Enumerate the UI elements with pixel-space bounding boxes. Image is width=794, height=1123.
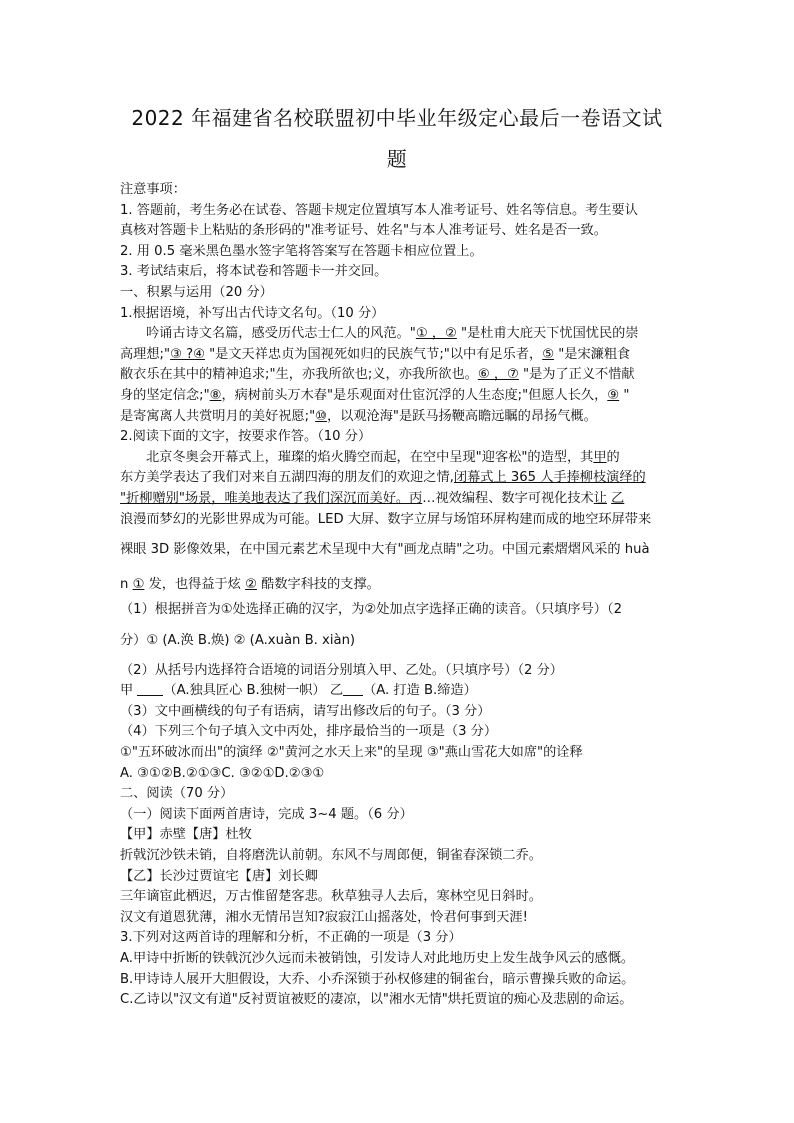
question-3-option-a: A.甲诗中折断的铁戟沉沙久远而未被销蚀，引发诗人对此地历史上发生战争风云的感慨。	[120, 951, 635, 966]
poem-1-text: 折戟沉沙铁未销，自将磨洗认前朝。东风不与周郎便，铜雀春深锁二乔。	[120, 848, 542, 864]
page-title-continued: 题	[386, 147, 408, 171]
passage-line: 北京冬奥会开幕式上，璀璨的焰火腾空而起，在空中呈现"迎客松"的造型，其甲的	[146, 449, 620, 465]
question-3-option-b: B.甲诗诗人展开大胆假设，大乔、小乔深锁于孙权修建的铜雀台，暗示曹操兵败的命运。	[120, 971, 635, 987]
poem-2-text: 汉文有道恩犹薄，湘水无情吊岂知?寂寂江山摇落处，怜君何事到天涯!	[120, 909, 528, 925]
sub-question-2-options: 甲 （A.独具匠心 B.独树一帜） 乙 （A. 打造 B.缔造）	[120, 683, 477, 699]
note-item-1: 1. 答题前，考生务必在试卷、答题卡规定位置填写本人准考证号、姓名等信息。考生要认	[120, 202, 638, 218]
sub-question-4: （4）下列三个句子填入文中丙处，排序最恰当的一项是（3 分）	[120, 724, 498, 740]
passage-line: 东方美学表达了我们对来自五湖四海的朋友们的欢迎之情,闭幕式上 365 人手捧柳枝演绎的	[120, 470, 646, 486]
passage-line: 裸眼 3D 影像效果，在中国元素艺术呈现中大有"画龙点睛"之功。中国元素熠熠风采的 huà	[120, 542, 650, 558]
page-title: 2022 年福建省名校联盟初中毕业年级定心最后一卷语文试	[131, 106, 663, 130]
reading-part-1: （一）阅读下面两首唐诗，完成 3~4 题。（6 分）	[120, 806, 413, 822]
notes-heading: 注意事项：	[120, 182, 186, 197]
passage-line: "折柳赠别"场景，唯美地表达了我们深沉而美好。丙…视效编程、数字可视化技术让 乙	[120, 490, 625, 506]
question-3-option-c: C.乙诗以"汉文有道"反衬贾谊被贬的凄凉，以"湘水无情"烘托贾谊的痴心及悲剧的命运。	[120, 992, 633, 1008]
exam-content	[120, 180, 680, 1011]
question-1-line: 是寄寓离人共赏明月的美好祝愿;"⑩，以观沧海"是跃马扬鞭高瞻远瞩的昂扬气概。	[120, 408, 597, 424]
answer-blank	[137, 681, 163, 696]
note-item-3: 3. 考试结束后，将本试卷和答题卡一并交回。	[120, 264, 388, 280]
passage-line: n ① 发，也得益于炫 ② 酷数字科技的支撑。	[120, 577, 380, 593]
question-1-line: 敝衣乐在其中的精神追求;"生，亦我所欲也;义，亦我所欲也。⑥ ，⑦ "是为了正义不惜献	[120, 367, 635, 383]
question-1-line: 高理想;"③ ?④ "是文天祥忠贞为国视死如归的民族气节;"以中有足乐者，⑤ "是宋濂粗食	[120, 346, 631, 362]
question-1-heading: 1.根据语境，补写出古代诗文名句。（10 分）	[120, 305, 385, 321]
sub-question-1-options: 分）① (A.涣 B.焕) ② (A.xuàn B. xiàn)	[120, 632, 356, 648]
question-1-line: 身的坚定信念;"⑧，病树前头万木春"是乐观面对仕宦沉浮的人生态度;"但愿人长久，⑨ "	[120, 387, 630, 403]
question-1-line: 吟诵古诗文名篇，感受历代志士仁人的风范。"① ，② "是杜甫大庇天下忧国忧民的崇	[146, 326, 639, 342]
sub-question-4-sentences: ①"五环破冰而出"的演绎 ②"黄河之水天上来"的呈现 ③"燕山雪花大如席"的诠释	[120, 745, 583, 761]
note-item-1-cont: 真核对答题卡上粘贴的条形码的"准考证号、姓名"与本人准考证号、姓名是否一致。	[120, 223, 607, 239]
sub-question-2: （2）从括号内选择符合语境的词语分别填入甲、乙处。（只填序号）（2 分）	[120, 662, 563, 678]
sub-question-3: （3）文中画横线的句子有语病，请写出修改后的句子。（3 分）	[120, 703, 491, 719]
poem-2-title: 【乙】长沙过贾谊宅【唐】刘长卿	[120, 868, 318, 884]
passage-line: 浪漫而梦幻的光影世界成为可能。LED 大屏、数字立屏与场馆环屏构建而成的地空环屏带来	[120, 511, 652, 527]
poem-1-title: 【甲】赤壁【唐】杜牧	[120, 827, 252, 843]
sub-question-4-options: A. ③①②B.②①③C. ③②①D.②③①	[120, 765, 325, 781]
section-1-heading: 一、积累与运用（20 分）	[120, 284, 273, 300]
note-item-2: 2. 用 0.5 毫米黑色墨水签字笔将答案写在答题卡相应位置上。	[120, 243, 483, 259]
question-3: 3.下列对这两首诗的理解和分析，不正确的一项是（3 分）	[120, 930, 462, 946]
sub-question-1: （1）根据拼音为①处选择正确的汉字，为②处加点字选择正确的读音。（只填序号）（2	[120, 602, 622, 618]
answer-blank	[343, 681, 363, 696]
poem-2-text: 三年谪宦此栖迟，万古惟留楚客悲。秋草独寻人去后，寒林空见日斜时。	[120, 889, 542, 905]
question-2-heading: 2.阅读下面的文字，按要求作答。（10 分）	[120, 429, 372, 445]
section-2-heading: 二、阅读（70 分）	[120, 786, 234, 802]
